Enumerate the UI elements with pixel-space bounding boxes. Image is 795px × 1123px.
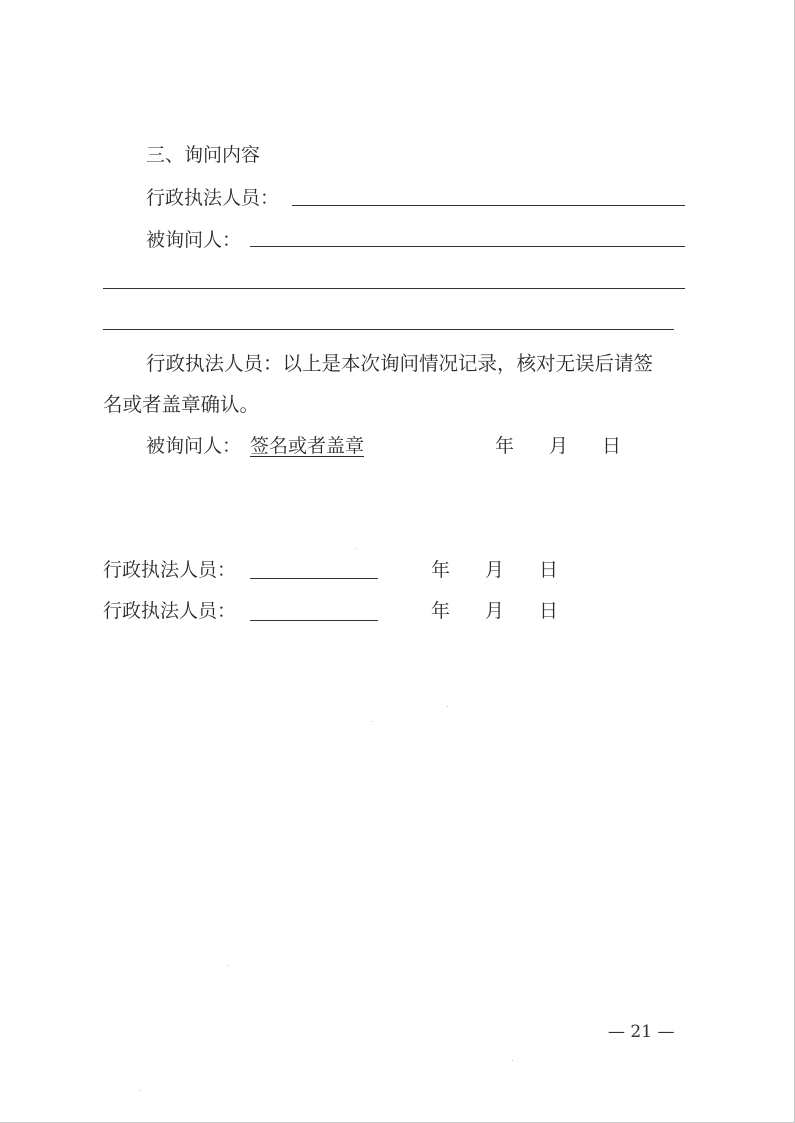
officer-sign-line-2[interactable] — [250, 620, 378, 621]
respondent-date-month: 月 — [549, 435, 569, 457]
officer-sign-line-1[interactable] — [250, 578, 378, 579]
officer-date-day-2: 日 — [539, 600, 559, 622]
scan-speck — [512, 1060, 513, 1061]
scan-speck — [447, 706, 448, 707]
statement-line-1: 行政执法人员：以上是本次询问情况记录，核对无误后请签 — [146, 352, 654, 375]
officer-label: 行政执法人员： — [146, 187, 280, 209]
page-number: — 21 — — [608, 1022, 675, 1042]
respondent-answer-line[interactable] — [250, 246, 685, 247]
officer-date-year-2: 年 — [431, 600, 451, 622]
officer-date-month-2: 月 — [485, 600, 505, 622]
respondent-date-year: 年 — [495, 435, 515, 457]
section-title: 三、询问内容 — [146, 144, 261, 166]
respondent-sign-field[interactable]: 签名或者盖章 — [250, 435, 365, 457]
statement-line-2: 名或者盖章确认。 — [103, 393, 260, 416]
officer-answer-line[interactable] — [292, 205, 685, 206]
scan-speck — [140, 1090, 141, 1091]
respondent-date-day: 日 — [602, 435, 622, 457]
blank-line-2[interactable] — [103, 329, 674, 330]
blank-line-1[interactable] — [103, 288, 685, 289]
officer-sign-label-2: 行政执法人员： — [103, 600, 237, 622]
scan-speck — [228, 965, 229, 966]
scan-speck — [371, 721, 372, 722]
respondent-sign-label: 被询问人： — [146, 435, 242, 457]
respondent-label: 被询问人： — [146, 229, 242, 251]
officer-date-day-1: 日 — [539, 559, 559, 581]
officer-date-year-1: 年 — [431, 559, 451, 581]
scan-speck — [355, 548, 356, 549]
officer-date-month-1: 月 — [485, 559, 505, 581]
officer-sign-label-1: 行政执法人员： — [103, 559, 237, 581]
